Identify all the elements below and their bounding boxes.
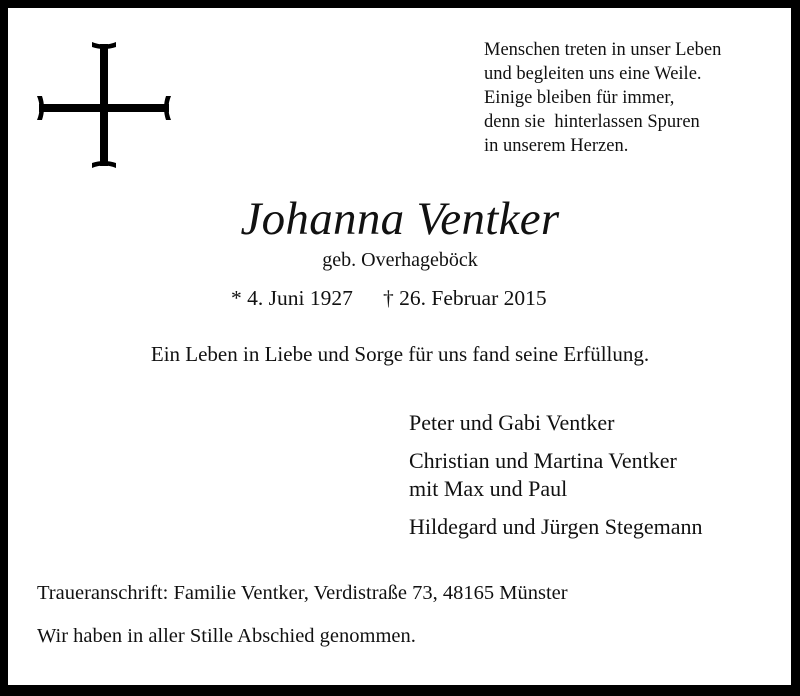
mourner-entry xyxy=(409,447,677,503)
mourner-line: Peter und Gabi Ventker xyxy=(409,410,615,435)
mourner-entry xyxy=(409,409,615,437)
poem-line: denn sie hinterlassen Spuren xyxy=(484,112,700,132)
poem xyxy=(484,38,721,158)
maiden-name: geb. Overhageböck xyxy=(322,249,478,271)
mourner-line: Hildegard und Jürgen Stegemann xyxy=(409,514,703,539)
mourning-address: Traueranschrift: Familie Ventker, Verdistraße 73, 48165 Münster xyxy=(37,582,568,604)
motto: Ein Leben in Liebe und Sorge für uns fand seine Erfüllung. xyxy=(150,342,650,366)
death-date: † 26. Februar 2015 xyxy=(383,286,547,310)
mourner-line: Christian und Martina Ventker xyxy=(409,448,677,473)
poem-line: in unserem Herzen. xyxy=(484,136,629,156)
poem-line: Einige bleiben für immer, xyxy=(484,88,675,108)
deceased-name: Johanna Ventker xyxy=(240,193,560,245)
poem-line: und begleiten uns eine Weile. xyxy=(484,64,702,84)
cross-icon xyxy=(30,38,178,172)
closing-line: Wir haben in aller Stille Abschied genommen. xyxy=(37,625,416,647)
birth-date: * 4. Juni 1927 xyxy=(231,286,353,310)
mourner-line: mit Max und Paul xyxy=(409,476,568,501)
poem-line: Menschen treten in unser Leben xyxy=(484,40,722,60)
mourner-entry xyxy=(409,513,702,541)
